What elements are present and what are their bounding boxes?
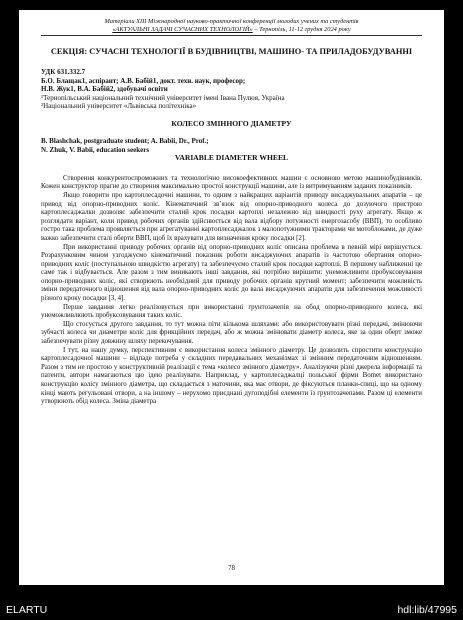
header-line-2 [41,26,422,34]
paragraph: Якщо говорити про картоплесадочні машини, то одним з найкращих варіантів приводу висаджувальних апаратів – це привод від опорно-приводних коліс. Кінематичний зв’язок від опорно-приводного колеса до дозуючого пристрою картоплесаджалки дозволяє забезпечити сталий крок посадки картоплі незалежно від швидкості руху агрегату. Якщо ж розглядати варіант, коли привод робочих органів здійснюється від вала відбору потужності енергозасобу (ВВП), то особливо гостро така проблема проявляється при агрегатуванні картоплесаджалок з малопотужними тракторами чи мотоблоками, де дуже важко забезпечити сталі оберти ВВП, щоб їх врахувати для визначення кроку посадки [2]. [41,191,422,242]
page-number: 78 [228,564,235,572]
paragraph: Створення конкурентоспроможних та технологічно високоефективних машин є основною метою машинобудівників. Кожен конструктор прагне до створення максимально простої конструкції машини, але із витримуванням заданих показників. [41,174,422,191]
section-heading: СЕКЦІЯ: СУЧАСНІ ТЕХНОЛОГІЇ В БУДІВНИЦТВІ, МАШИНО- ТА ПРИЛАДОБУДУВАННІ [50,47,413,56]
paragraph: Перше завдання легко реалізовується при використанні грунтозачепів на обод опорно-приводного колеса, які унеможливлюють пробуксовування таких коліс. [41,303,422,320]
conference-title: «АКТУАЛЬНІ ЗАДАЧІ СУЧАСНИХ ТЕХНОЛОГІЙ» [112,26,253,33]
udk-code: УДК 631.332.7 [41,68,86,76]
handle-id: hdl:lib/47995 [397,604,457,616]
running-header [41,18,422,34]
header-rule [41,35,422,36]
affiliation-2: ²Національний університет «Львівська політехніка» [41,102,197,111]
article-title-ua: КОЛЕСО ЗМІННОГО ДІАМЕТРУ [171,118,292,128]
repository-label: ELARTU [6,604,48,616]
authors-line-2: Н.В. Жук1, В.А. Бабій2, здобувачі освіти [41,85,168,94]
header-line-1: Матеріали XIII Міжнародної науково-практичної конференції молодих учених та студентів [104,18,359,25]
authors-line-1: Б.О. Блащак1, аспірант; А.В. Бабій1, докт. техн. наук, професор; [41,76,246,85]
article-body [41,175,422,407]
viewer-footer [0,600,463,620]
paragraph: І тут, на нашу думку, перспективним є використання колеса змінного діаметру. Це дозволить спростити конструкцію картоплесадочної машини – відпаде потреба у складних передавальних механізмах зі змінним передаточним відношенням. Разом з тим не простою у конструктивній реалізації є тема «колесо змінного діаметру». Аналізуючи різні джерела інформації та патенти, автори намагаються цю ідею реалізувати. Наприклад, у картоплесаджалці польської фірми Bomet використано конструкцію колісу змінного діаметра, що складається з маточини, яка має отвори, де фіксуються планки-спиці, що на одному кінці мають регульовані отвори, а на іншому – нерухомо приєднані дугоподібні елементи із грунтозачепами. Разом ці елементи утворюють обід колеса. Зміна діаметра [41,346,422,406]
en-authors-line-1: B. Blashchak, postgraduate student; A. Babii, Dr., Prof.; [41,136,209,145]
document-page [19,10,444,585]
paragraph: Що стосується другого завдання, то тут можна піти кількома шляхами: або використовувати різні передачі, змінюючи зубчасті колеса чи диаметри коліс для фрикційних передач, або ж можна змінювати діаметр колеса, яке за один оберт зможе забезпечувати різну довжину шляху перекочування. [41,320,422,346]
paragraph: При використанні приводу робочих органів від опорно-приводних коліс описана проблема в певній мірі вирішується. Розрахунковим чином узгоджуємо кінематичний показник роботи висаджуючих апаратів із частотою обертання опорно-приводних коліс (поступальною швидкістю агрегату) та забезпечуємо сталий крок посадки картоплі. В першому наближенні це саме так і відбувається. Але разом з тим виникають інші завдання, які потрібно вирішити: унеможливити пробуксовування опорно-приводних коліс, які створюють необхідний для приводу робочих органів крутний момент; забезпечити можливість зміни передаточного відношення від вала опорно-приводних коліс до вала висаджуючих апаратів для забезпечення можливості різного кроку посадки [3, 4]. [41,243,422,303]
en-authors-line-2: N. Zhuk, V. Babii, education seekers [41,145,150,154]
article-title-en: VARIABLE DIAMETER WHEEL [174,153,289,163]
conference-place-date: – Тернопіль, 11-12 грудня 2024 року [252,26,351,33]
affiliation-1: ¹Тернопільський національний технічний університет імені Івана Пулюя, Україна [41,93,285,102]
